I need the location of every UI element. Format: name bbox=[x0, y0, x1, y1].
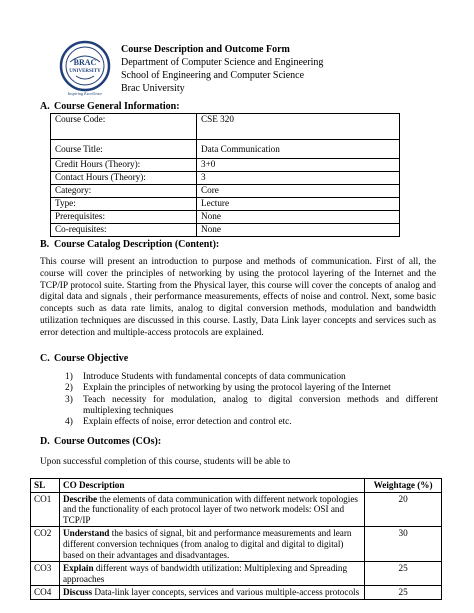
catalog-description: This course will present an introduction to purpose and methods of communication. First of all, the course will cover the principles of networking by using the protocol layering of the Internet and the TCP/IP protocol suite. Starting from the Physical layer, this course will cover the concepts of analog and digital data and signals , their performance measurements, effects of noise and control. Next, some basic concepts such as data rate limits, analog to digital conversion methods, modulation and bandwidth utilization techniques are discussed in this course. Lastly, Data Link layer concepts and services such as error detection and multiple-access protocols are explained. bbox=[40, 257, 436, 338]
section-a-heading: A. Course General Information: bbox=[40, 101, 180, 112]
section-b-heading: B. Course Catalog Description (Content): bbox=[40, 239, 220, 250]
table-row: Prerequisites: None bbox=[51, 211, 400, 224]
column-header-sl: SL bbox=[31, 479, 60, 493]
outcomes-intro: Upon successful completion of this course, students will be able to bbox=[40, 457, 291, 467]
table-row: Course Title: Data Communication bbox=[51, 140, 400, 159]
table-row: Credit Hours (Theory): 3+0 bbox=[51, 159, 400, 172]
column-header-description: CO Description bbox=[59, 479, 364, 493]
school-line: School of Engineering and Computer Science bbox=[121, 70, 305, 81]
section-d-heading: D. Course Outcomes (COs): bbox=[40, 436, 162, 447]
list-item: 4) Explain effects of noise, error detection and control etc. bbox=[65, 417, 292, 428]
table-row: Category: Core bbox=[51, 185, 400, 198]
form-header bbox=[121, 43, 323, 95]
svg-text:Inspiring Excellence: Inspiring Excellence bbox=[67, 91, 103, 96]
svg-text:UNIVERSITY: UNIVERSITY bbox=[69, 69, 101, 74]
table-row: Course Code: CSE 320 bbox=[51, 114, 400, 140]
table-row: CO1 Describe the elements of data communication with different network topologies and the functionality of each protocol layer of two network models: OSI and TCP/IP 20 bbox=[31, 492, 442, 527]
department-line: Department of Computer Science and Engineering bbox=[121, 57, 324, 68]
section-c-heading: C. Course Objective bbox=[40, 353, 129, 364]
form-title: Course Description and Outcome Form bbox=[121, 44, 290, 55]
table-row: Co-requisites: None bbox=[51, 224, 400, 237]
brac-university-logo bbox=[56, 40, 114, 96]
table-header-row bbox=[31, 479, 442, 493]
table-row: CO3 Explain different ways of bandwidth utilization: Multiplexing and Spreading approaches 25 bbox=[31, 562, 442, 586]
course-info-table bbox=[50, 113, 400, 237]
table-row: Type: Lecture bbox=[51, 198, 400, 211]
list-item: 3) Teach necessity for modulation, analog to digital conversion methods and different multiplexing techniques bbox=[65, 394, 438, 416]
column-header-weightage: Weightage (%) bbox=[365, 479, 442, 493]
course-outcomes-table bbox=[30, 478, 442, 600]
table-row: Contact Hours (Theory): 3 bbox=[51, 172, 400, 185]
objective-list bbox=[56, 372, 438, 428]
list-item: 2) Explain the principles of networking by using the protocol layering of the Internet bbox=[65, 383, 391, 394]
table-row: CO4 Discuss Data-link layer concepts, services and various multiple-access protocols 25 bbox=[31, 586, 442, 600]
svg-text:BRAC: BRAC bbox=[73, 58, 97, 67]
university-line: Brac University bbox=[121, 83, 185, 94]
table-row: CO2 Understand the basics of signal, bit and performance measurements and learn different conversion techniques (from analog to digital and digital to digital) based on their advantages and disadvantages. 30 bbox=[31, 527, 442, 562]
list-item: 1) Introduce Students with fundamental concepts of data communication bbox=[65, 372, 346, 382]
